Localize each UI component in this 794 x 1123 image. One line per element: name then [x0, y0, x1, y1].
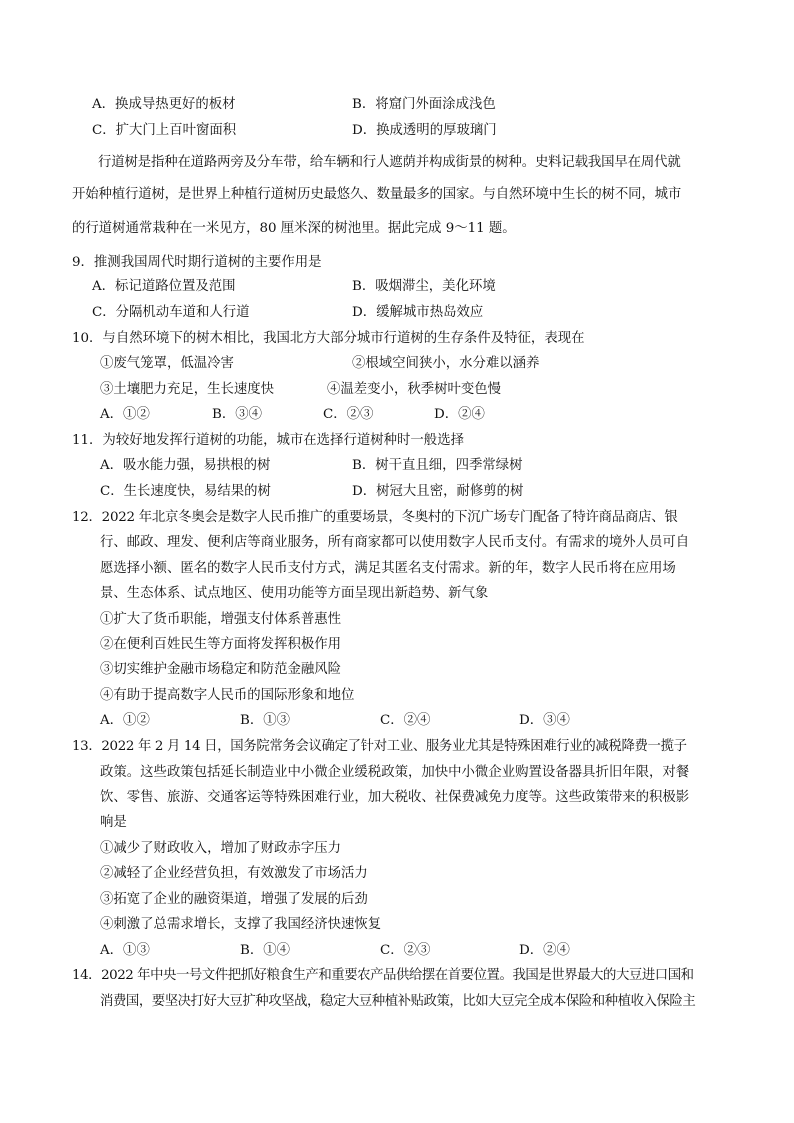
q9-option-a: A．标记道路位置及范围 [92, 279, 236, 294]
q13-option-b: B．①④ [240, 943, 291, 958]
q10-option-a: A．①② [100, 407, 150, 422]
q13-statement-3: ③拓宽了企业的融资渠道，增强了发展的后劲 [100, 892, 368, 907]
q14-stem-line-1: 14．2022 年中央一号文件把抓好粮食生产和重要农产品供给摆在首要位置。我国是世界最大的大豆进口国和 [72, 968, 694, 983]
passage-line-1: 行道树是指种在道路两旁及分车带，给车辆和行人遮荫并构成街景的树种。史料记载我国早在周代就 [98, 155, 681, 170]
q10-option-c: C．②③ [323, 407, 374, 422]
q9-option-c: C．分隔机动车道和人行道 [92, 305, 250, 320]
q10-stem: 10．与自然环境下的树木相比，我国北方大部分城市行道树的生存条件及特征，表现在 [72, 331, 585, 346]
q12-statement-1: ①扩大了货币职能，增强支付体系普惠性 [100, 612, 342, 627]
q12-stem-line-3: 愿选择小额、匿名的数字人民币支付方式，满足其匿名支付需求。新的年，数字人民币将在应用场 [100, 561, 676, 576]
passage-line-2: 开始种植行道树，是世界上种植行道树历史最悠久、数量最多的国家。与自然环境中生长的树不同，城市 [72, 187, 682, 202]
q13-stem-line-4: 响是 [100, 815, 127, 830]
q13-stem-line-1: 13．2022 年 2 月 14 日，国务院常务会议确定了针对工业、服务业尤其是特殊困难行业的减税降费一揽子 [72, 739, 687, 754]
q12-stem-line-1: 12．2022 年北京冬奥会是数字人民币推广的重要场景，冬奥村的下沉广场专门配备了特许商品商店、银 [72, 510, 678, 525]
q13-statement-4: ④刺激了总需求增长，支撑了我国经济快速恢复 [100, 917, 382, 932]
q11-option-b: B．树干直且细，四季常绿树 [352, 458, 523, 473]
q9-stem: 9．推测我国周代时期行道树的主要作用是 [72, 255, 322, 270]
q12-statement-2: ②在便利百姓民生等方面将发挥积极作用 [100, 637, 342, 652]
q8-option-a: A．换成导热更好的板材 [92, 97, 236, 112]
q14-stem-line-2: 消费国，要坚决打好大豆扩种攻坚战，稳定大豆种植补贴政策，比如大豆完全成本保险和种植收入保险主 [100, 994, 696, 1009]
q10-statement-2: ②根域空间狭小，水分难以涵养 [352, 356, 540, 371]
q12-option-a: A．①② [100, 713, 150, 728]
q12-option-d: D．③④ [519, 713, 570, 728]
q11-stem: 11．为较好地发挥行道树的功能，城市在选择行道树种时一般选择 [72, 433, 464, 448]
q8-option-b: B．将窟门外面涂成浅色 [352, 97, 496, 112]
q13-stem-line-2: 政策。这些政策包括延长制造业中小微企业缓税政策，加快中小微企业购置设备器具折旧年限，对餐 [100, 765, 690, 780]
q12-stem-line-2: 行、邮政、理发、便利店等商业服务，所有商家都可以使用数字人民币支付。有需求的境外人员可自 [100, 535, 690, 550]
q13-option-a: A．①③ [100, 943, 150, 958]
q11-option-a: A．吸水能力强，易拱根的树 [100, 458, 271, 473]
q12-option-b: B．①③ [240, 713, 291, 728]
q12-stem-line-4: 景、生态体系、试点地区、使用功能等方面呈现出新趋势、新气象 [100, 586, 489, 601]
q10-statement-4: ④温差变小，秋季树叶变色慢 [327, 382, 502, 397]
q13-option-d: D．②④ [519, 943, 570, 958]
q12-statement-3: ③切实维护金融市场稳定和防范金融风险 [100, 662, 342, 677]
q12-statement-4: ④有助于提高数字人民币的国际形象和地位 [100, 688, 355, 703]
q9-option-b: B．吸烟滞尘，美化环境 [352, 279, 496, 294]
q13-option-c: C．②③ [380, 943, 431, 958]
q8-option-d: D．换成透明的厚玻璃门 [352, 123, 497, 138]
q8-option-c: C．扩大门上百叶窗面积 [92, 123, 237, 138]
q11-option-c: C．生长速度快，易结果的树 [100, 484, 271, 499]
q11-option-d: D．树冠大且密，耐修剪的树 [352, 484, 524, 499]
q12-option-c: C．②④ [380, 713, 431, 728]
q10-statement-1: ①废气笼罩，低温冷害 [100, 356, 234, 371]
q13-stem-line-3: 饮、零售、旅游、交通客运等特殊困难行业，加大税收、社保费减免力度等。这些政策带来的积极影 [100, 790, 690, 805]
q13-statement-2: ②减轻了企业经营负担，有效激发了市场活力 [100, 866, 368, 881]
q10-option-b: B．③④ [212, 407, 263, 422]
q10-option-d: D．②④ [434, 407, 485, 422]
q13-statement-1: ①减少了财政收入，增加了财政赤字压力 [100, 841, 342, 856]
q10-statement-3: ③土壤肥力充足，生长速度快 [100, 382, 275, 397]
passage-line-3: 的行道树通常栽种在一米见方，80 厘米深的树池里。据此完成 9～11 题。 [72, 221, 516, 236]
q9-option-d: D．缓解城市热岛效应 [352, 305, 484, 320]
